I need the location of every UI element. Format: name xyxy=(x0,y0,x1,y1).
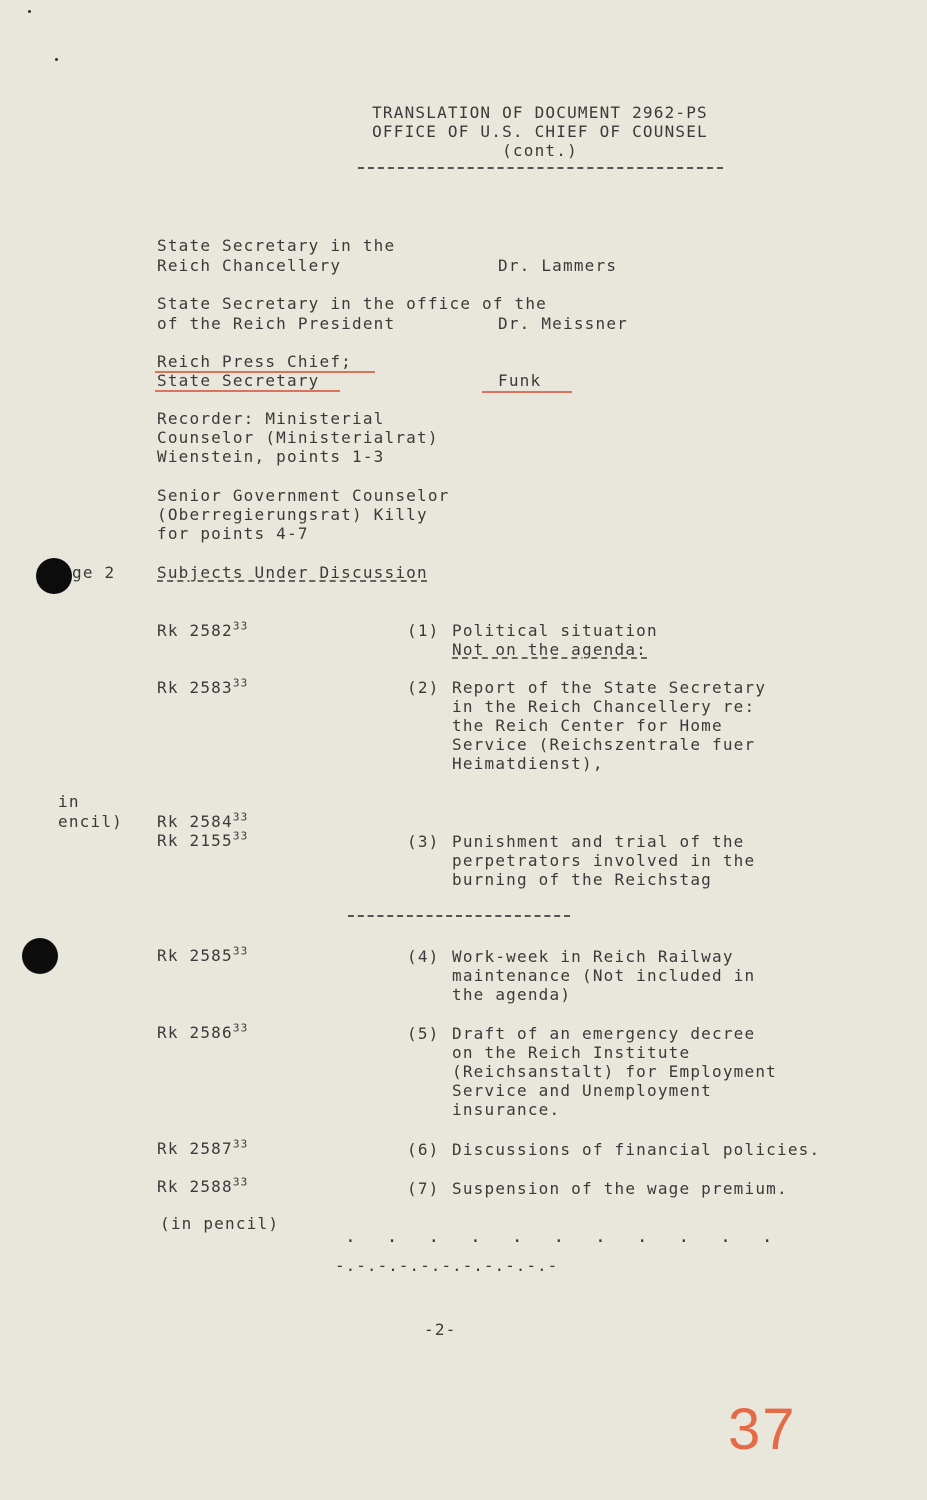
pencil-note-bottom: (in pencil) xyxy=(160,1214,280,1233)
participant-role-1b: Reich Chancellery xyxy=(157,256,342,275)
participant-name-2: Dr. Meissner xyxy=(498,314,628,333)
item-text-1b: Not on the agenda: xyxy=(452,640,647,659)
recorder-2-line-2: (Oberregierungsrat) Killy xyxy=(157,505,428,524)
rk-number-6: Rk 2587$^{33}$ xyxy=(157,1137,249,1158)
punch-hole-bottom xyxy=(22,938,58,974)
header-line-3: (cont.) xyxy=(502,141,578,160)
item-text-3a: Punishment and trial of the xyxy=(452,832,745,851)
participant-role-3a: Reich Press Chief; xyxy=(157,352,352,371)
participant-role-3b: State Secretary xyxy=(157,371,320,390)
recorder-1-line-1: Recorder: Ministerial xyxy=(157,409,385,428)
rk-number-3: Rk 2584$^{33}$ xyxy=(157,810,249,831)
recorder-2-line-1: Senior Government Counselor xyxy=(157,486,450,505)
item-number-3: (3) xyxy=(407,832,440,851)
rk-number-3b: Rk 2155$^{33}$ xyxy=(157,829,249,850)
stamp-number: 37 xyxy=(728,1397,797,1462)
item-number-2: (2) xyxy=(407,678,440,697)
rk-number-5: Rk 2586$^{33}$ xyxy=(157,1021,249,1042)
rk-number-4: Rk 2585$^{33}$ xyxy=(157,944,249,965)
red-underline-state-secretary xyxy=(155,390,340,392)
item-number-4: (4) xyxy=(407,947,440,966)
red-underline-funk xyxy=(482,391,572,393)
item-number-7: (7) xyxy=(407,1179,440,1198)
item-text-2a: Report of the State Secretary xyxy=(452,678,767,697)
participant-role-2b: of the Reich President xyxy=(157,314,396,333)
item-text-2c: the Reich Center for Home xyxy=(452,716,723,735)
item-text-5b: on the Reich Institute xyxy=(452,1043,691,1062)
item-text-4b: maintenance (Not included in xyxy=(452,966,756,985)
item-text-1a: Political situation xyxy=(452,621,658,640)
header-line-2: OFFICE OF U.S. CHIEF OF COUNSEL xyxy=(372,122,708,141)
speck xyxy=(55,58,58,61)
item-number-1: (1) xyxy=(407,621,440,640)
item-text-4a: Work-week in Reich Railway xyxy=(452,947,734,966)
dash-dot-separator: -.-.-.-.-.-.-.-.-.-.- xyxy=(335,1256,559,1275)
rk-number-7: Rk 2588$^{33}$ xyxy=(157,1175,249,1196)
item-text-5d: Service and Unemployment xyxy=(452,1081,712,1100)
item-text-3c: burning of the Reichstag xyxy=(452,870,712,889)
page-reference: ge 2 xyxy=(72,563,116,582)
item-text-2d: Service (Reichszentrale fuer xyxy=(452,735,756,754)
item-text-2e: Heimatdienst), xyxy=(452,754,604,773)
pencil-note-line-1: in xyxy=(58,792,80,811)
rk-number-2: Rk 2583$^{33}$ xyxy=(157,676,249,697)
participant-name-3: Funk xyxy=(498,371,542,390)
item-number-5: (5) xyxy=(407,1024,440,1043)
speck xyxy=(28,10,31,13)
item-number-6: (6) xyxy=(407,1140,440,1159)
item-text-3b: perpetrators involved in the xyxy=(452,851,756,870)
subjects-heading: Subjects Under Discussion xyxy=(157,563,428,582)
page-number: -2- xyxy=(424,1320,457,1339)
participant-role-1a: State Secretary in the xyxy=(157,236,396,255)
header-line-1: TRANSLATION OF DOCUMENT 2962-PS xyxy=(372,103,708,122)
dotted-separator: . . . . . . . . . . . xyxy=(345,1226,783,1247)
participant-name-1: Dr. Lammers xyxy=(498,256,618,275)
item-text-5e: insurance. xyxy=(452,1100,561,1119)
recorder-2-line-3: for points 4-7 xyxy=(157,524,309,543)
item-text-2b: in the Reich Chancellery re: xyxy=(452,697,756,716)
recorder-1-line-2: Counselor (Ministerialrat) xyxy=(157,428,439,447)
header-divider xyxy=(358,167,723,169)
section-divider xyxy=(348,915,570,917)
recorder-1-line-3: Wienstein, points 1-3 xyxy=(157,447,385,466)
rk-number-1: Rk 2582$^{33}$ xyxy=(157,619,249,640)
item-text-6: Discussions of financial policies. xyxy=(452,1140,821,1159)
item-text-4c: the agenda) xyxy=(452,985,572,1004)
punch-hole-top xyxy=(36,558,72,594)
item-text-5c: (Reichsanstalt) for Employment xyxy=(452,1062,777,1081)
item-text-7: Suspension of the wage premium. xyxy=(452,1179,788,1198)
red-underline-press-chief xyxy=(155,371,375,373)
item-text-5a: Draft of an emergency decree xyxy=(452,1024,756,1043)
participant-role-2a: State Secretary in the office of the xyxy=(157,294,547,313)
pencil-note-line-2: encil) xyxy=(58,812,123,831)
